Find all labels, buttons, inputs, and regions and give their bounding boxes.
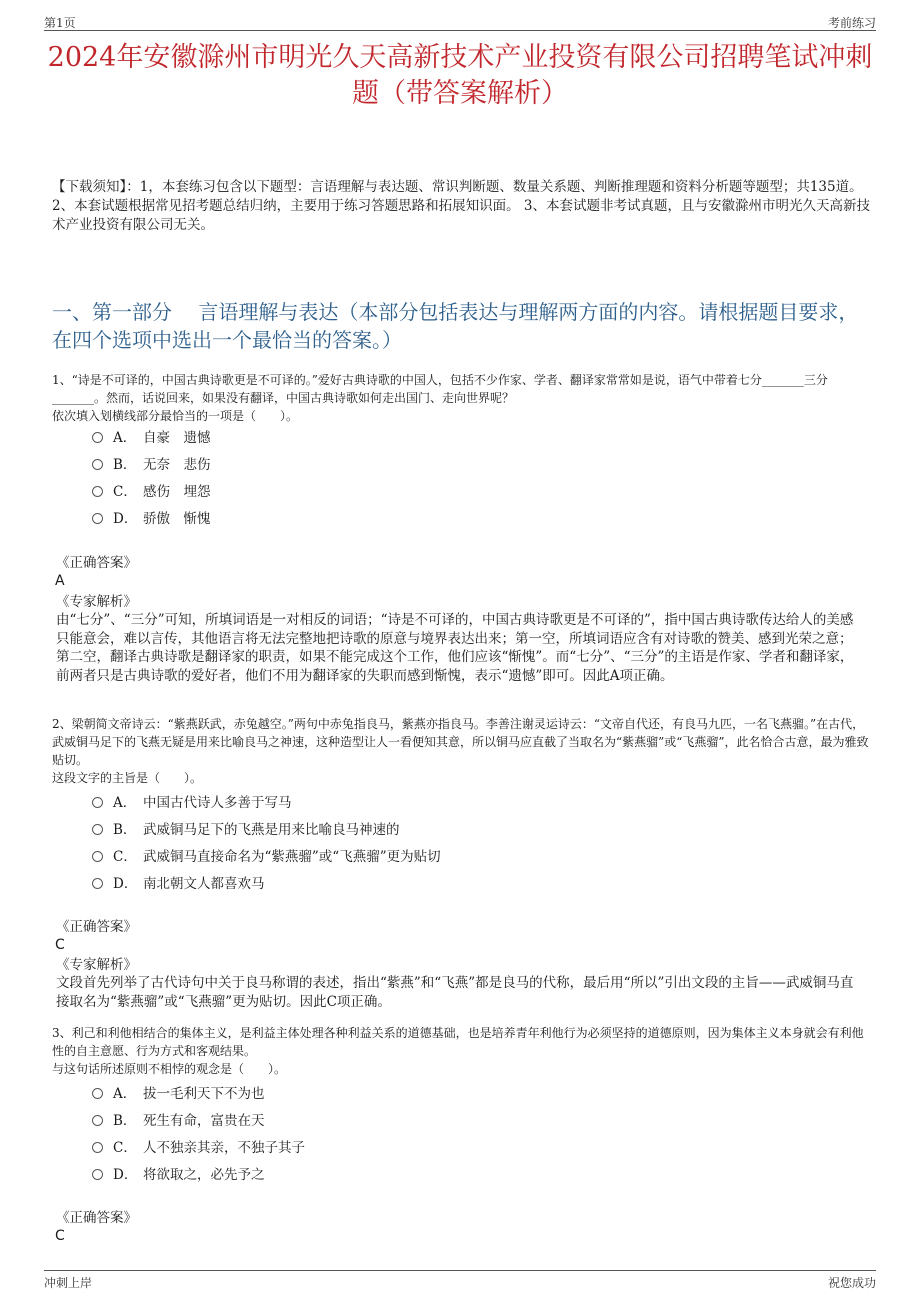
question-stem: 1、“诗是不可译的，中国古典诗歌更是不可译的。”爱好古典诗歌的中国人，包括不少作家、学者、翻译家常常如是说，语气中带着七分_______三分_______。然而，话说回来，如果没有翻译，中国古典诗歌如何走出国门、走向世界呢？: [52, 373, 828, 405]
radio-icon[interactable]: [92, 1115, 103, 1126]
option-letter: D．: [113, 1167, 138, 1183]
option-letter: C．: [113, 1140, 137, 1156]
radio-icon[interactable]: [92, 824, 103, 835]
radio-icon[interactable]: [92, 878, 103, 889]
option-letter: A．: [113, 1086, 137, 1102]
option-d[interactable]: [92, 871, 792, 898]
radio-icon[interactable]: [92, 1088, 103, 1099]
option-a[interactable]: [92, 1081, 792, 1108]
question-3: [52, 1024, 870, 1078]
radio-icon[interactable]: [92, 797, 103, 808]
option-b[interactable]: [92, 1108, 792, 1135]
question-prompt: 依次填入划横线部分最恰当的一项是（ ）。: [52, 409, 299, 423]
analysis-text: 由“七分”、“三分”可知，所填词语是一对相反的词语；“诗是不可译的，中国古典诗歌更是不可译的”，指中国古典诗歌传达给人的美感只能意会，难以言传，其他语言将无法完整地把诗歌的原意与境界表达出来；第一空，所填词语应含有对诗歌的赞美、感到光荣之意；第二空，翻译古典诗歌是翻译家的职责，如果不能完成这个工作，他们应该“惭愧”。而“七分”、“三分”的主语是作家、学者和翻译家，前两者只是古典诗歌的爱好者，他们不用为翻译家的失职而感到惭愧，表示“遗憾”即可。因此A项正确。: [56, 612, 854, 684]
answer-label: 《正确答案》: [56, 919, 137, 935]
option-letter: B．: [113, 822, 137, 838]
radio-icon[interactable]: [92, 513, 103, 524]
page-header: [44, 10, 876, 31]
options-list: [92, 425, 792, 533]
download-notice: 【下载须知】：1，本套练习包含以下题型：言语理解与表达题、常识判断题、数量关系题、判断推理题和资料分析题等题型；共135道。 2、本套试题根据常见招考题总结归纳，主要用于练习答题思路和拓展知识面。 3、本套试题非考试真题，且与安徽滁州市明光久天高新技术产业投资有限公司无关。: [52, 179, 870, 233]
radio-icon[interactable]: [92, 432, 103, 443]
option-c[interactable]: [92, 479, 792, 506]
radio-icon[interactable]: [92, 486, 103, 497]
option-letter: B．: [113, 457, 137, 473]
analysis-label: 《专家解析》: [56, 594, 137, 610]
page-footer: [44, 1270, 876, 1293]
analysis-text: 文段首先列举了古代诗句中关于良马称谓的表述，指出“紫燕”和“飞燕”都是良马的代称，最后用“所以”引出文段的主旨——武威铜马直接取名为“紫燕骝”或“飞燕骝”更为贴切。因此C项正确。: [56, 975, 854, 1010]
option-text: 死生有命，富贵在天: [143, 1113, 265, 1129]
radio-icon[interactable]: [92, 459, 103, 470]
radio-icon[interactable]: [92, 1169, 103, 1180]
options-list: [92, 790, 792, 898]
option-text: 人不独亲其亲，不独子其子: [143, 1140, 305, 1156]
option-text: 武威铜马足下的飞燕是用来比喻良马神速的: [143, 822, 400, 838]
option-text: 中国古代诗人多善于写马: [143, 795, 292, 811]
option-a[interactable]: [92, 425, 792, 452]
question-2: [52, 715, 870, 787]
option-c[interactable]: [92, 1135, 792, 1162]
option-d[interactable]: [92, 506, 792, 533]
option-text: 南北朝文人都喜欢马: [143, 876, 265, 892]
radio-icon[interactable]: [92, 851, 103, 862]
header-tag: 考前练习: [827, 16, 876, 30]
question-prompt: 与这句话所述原则不相悖的观念是（ ）。: [52, 1062, 287, 1076]
option-letter: D．: [113, 511, 138, 527]
question-1: [52, 371, 870, 425]
option-c[interactable]: [92, 844, 792, 871]
option-text: 将欲取之，必先予之: [143, 1167, 265, 1183]
footer-left: 冲刺上岸: [44, 1276, 93, 1290]
option-b[interactable]: [92, 452, 792, 479]
option-b[interactable]: [92, 817, 792, 844]
question-stem: 2、梁朝简文帝诗云：“紫燕跃武，赤兔越空。”两句中赤兔指良马，紫燕亦指良马。李善注谢灵运诗云：“文帝自代还，有良马九匹，一名飞燕骝。”在古代，武威铜马足下的飞燕无疑是用来比喻良马之神速，这种造型让人一看便知其意，所以铜马应直截了当取名为“紫燕骝”或“飞燕骝”，此名恰合古意，最为雅致贴切。: [52, 717, 869, 767]
option-text: 自豪 遗憾: [143, 430, 211, 446]
section-heading: 一、第一部分 言语理解与表达（本部分包括表达与理解两方面的内容。请根据题目要求，在四个选项中选出一个最恰当的答案。）: [52, 300, 859, 352]
answer-label: 《正确答案》: [56, 1210, 137, 1226]
correct-answer: A: [55, 573, 65, 589]
option-letter: C．: [113, 484, 137, 500]
radio-icon[interactable]: [92, 1142, 103, 1153]
correct-answer: C: [55, 937, 65, 953]
option-letter: C．: [113, 849, 137, 865]
page-title: 2024年安徽滁州市明光久天高新技术产业投资有限公司招聘笔试冲刺题（带答案解析）: [47, 42, 873, 109]
option-text: 感伤 埋怨: [143, 484, 211, 500]
option-text: 拔一毛利天下不为也: [143, 1086, 265, 1102]
option-text: 武威铜马直接命名为“紫燕骝”或“飞燕骝”更为贴切: [143, 849, 441, 865]
option-letter: A．: [113, 795, 137, 811]
correct-answer: C: [55, 1228, 65, 1244]
page-number: 第1页: [44, 16, 76, 30]
question-prompt: 这段文字的主旨是（ ）。: [52, 771, 203, 785]
analysis-label: 《专家解析》: [56, 957, 137, 973]
answer-label: 《正确答案》: [56, 555, 137, 571]
option-d[interactable]: [92, 1162, 792, 1189]
option-a[interactable]: [92, 790, 792, 817]
option-letter: B．: [113, 1113, 137, 1129]
question-stem: 3、利己和利他相结合的集体主义，是利益主体处理各种利益关系的道德基础，也是培养青年利他行为必须坚持的道德原则，因为集体主义本身就会有利他性的自主意愿、行为方式和客观结果。: [52, 1026, 864, 1058]
option-text: 无奈 悲伤: [143, 457, 211, 473]
footer-right: 祝您成功: [827, 1276, 876, 1290]
option-text: 骄傲 惭愧: [143, 511, 211, 527]
options-list: [92, 1081, 792, 1189]
option-letter: A．: [113, 430, 137, 446]
option-letter: D．: [113, 876, 138, 892]
